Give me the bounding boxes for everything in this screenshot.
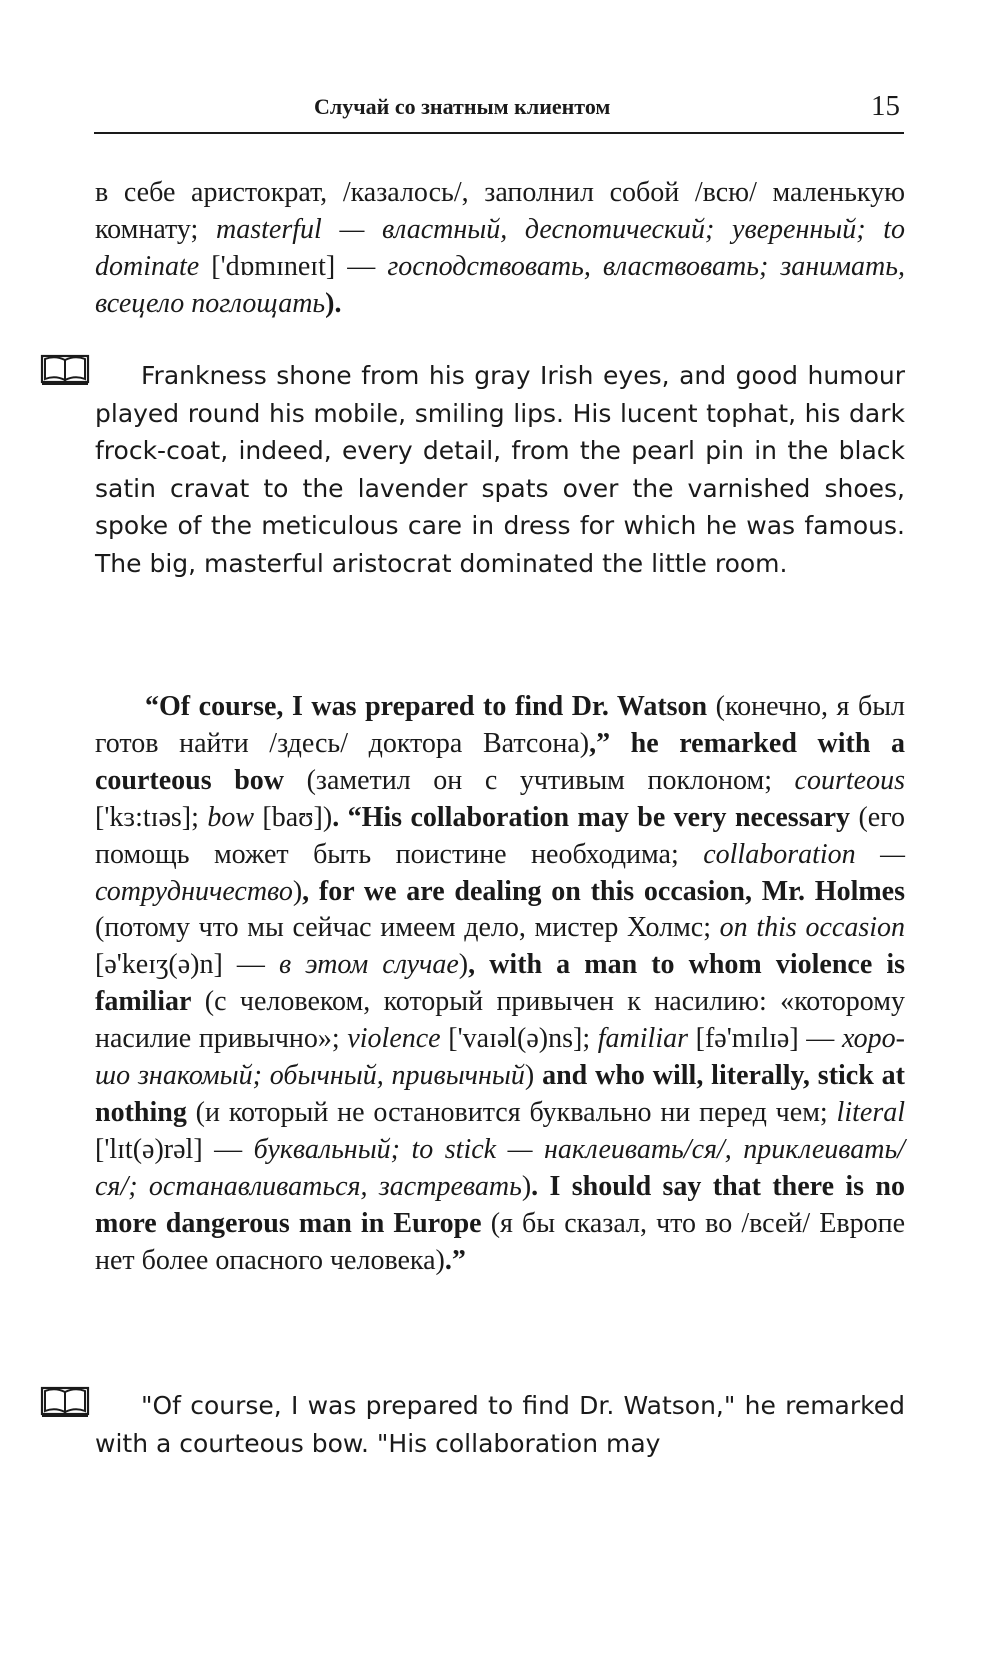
open-book-icon — [40, 1385, 90, 1419]
translation: (с человеком, который привычен к насилию: «которому насилие привычно»; — [95, 986, 905, 1055]
bold-english: “Of course, I was prepared to find Dr. Watson — [145, 691, 708, 722]
transcription: [fə'mɪlɪə] — — [688, 1023, 842, 1055]
commentary-paragraph-1 — [95, 175, 905, 323]
commentary-paragraph-2 — [95, 689, 905, 1280]
translation: (и который не остановится буквально ни перед чем; — [186, 1096, 837, 1128]
transcription: ['kɜ:tɪəs]; — [95, 801, 208, 833]
translation: ) — [292, 875, 303, 907]
bold-english: , for we are dealing on this occasion, Mr. Holmes — [302, 875, 905, 907]
transcription: ['dɒmɪneɪt] — — [199, 250, 388, 282]
translation: ) — [458, 949, 469, 981]
gloss-italic: в этом случае — [279, 949, 459, 981]
gloss-italic: господствовать, властвовать; занимать, всецело поглощать — [95, 250, 905, 319]
page-header — [94, 88, 904, 134]
open-book-icon — [40, 353, 90, 387]
bold-english: . “His collaboration may be very necessary — [332, 801, 851, 833]
bold-english: ,” he remarked with a courteous bow — [95, 727, 905, 796]
translation: (я бы сказал, что во /всей/ Европе нет более опасного человека) — [95, 1207, 905, 1276]
translation: ) — [521, 1170, 532, 1202]
gloss-italic: collaboration — сотрудничество — [95, 838, 905, 907]
translation: (конечно, я был готов найти /здесь/ доктора Ватсона) — [95, 691, 905, 759]
gloss-italic: courteous — [794, 764, 905, 796]
page-number: 15 — [871, 90, 900, 122]
bold-english: and who will, literally, stick at nothing — [95, 1060, 905, 1128]
transcription: [baʊ]) — [254, 801, 333, 833]
transcription: ['vaɪəl(ə)ns]; — [440, 1023, 598, 1055]
english-text-paragraph-1 — [95, 357, 905, 582]
closing-punct: ). — [325, 287, 342, 319]
translation: ) — [524, 1060, 535, 1092]
translation: (его помощь может быть поистине необходима; — [95, 801, 905, 870]
bold-english: , with a man to whom violence is familiar — [95, 949, 905, 1018]
bold-english: .” — [444, 1244, 466, 1276]
gloss-italic: masterful — властный, деспотический; уверенный; to dominate — [95, 213, 905, 282]
english-text: Frankness shone from his gray Irish eyes, and good humour played round his mobile, smiling lips. His lucent tophat, his dark frock-coat, indeed, every detail, from the pearl pin in the black satin cravat to the lavender spats over the varnished shoes, spoke of the meticulous care in dress for which he was famous. The big, masterful aristocrat dominated the little room. — [95, 361, 905, 578]
running-title: Случай со знатным клиентом — [314, 94, 611, 119]
transcription: [ə'keɪʒ(ə)n] — — [95, 949, 279, 981]
bold-english: . I should say that there is no more dangerous man in Europe — [95, 1170, 905, 1239]
transcription: ['lɪt(ə)rəl] — — [95, 1133, 254, 1165]
gloss-italic: familiar — [597, 1023, 689, 1055]
commentary-text: в себе аристократ, /казалось/, заполнил собой /всю/ маленькую комнату; — [95, 177, 905, 245]
gloss-italic: literal — [836, 1096, 905, 1128]
english-text-paragraph-2 — [95, 1387, 905, 1462]
gloss-italic: bow — [207, 801, 254, 833]
translation: (заметил он с учтивым поклоном; — [284, 764, 795, 796]
gloss-italic: хорошо знакомый; обычный, привычный — [95, 1023, 905, 1092]
gloss-italic: on this occasion — [719, 912, 905, 944]
gloss-italic: буквальный; to stick — наклеивать/ся/, приклеивать/ся/; останавливаться, застревать — [95, 1133, 906, 1202]
gloss-italic: violence — [347, 1023, 441, 1055]
english-text: "Of course, I was prepared to find Dr. Watson," he remarked with a courteous bow. "His collaboration may — [95, 1391, 905, 1458]
translation: (потому что мы сейчас имеем дело, мистер Холмс; — [95, 912, 720, 944]
